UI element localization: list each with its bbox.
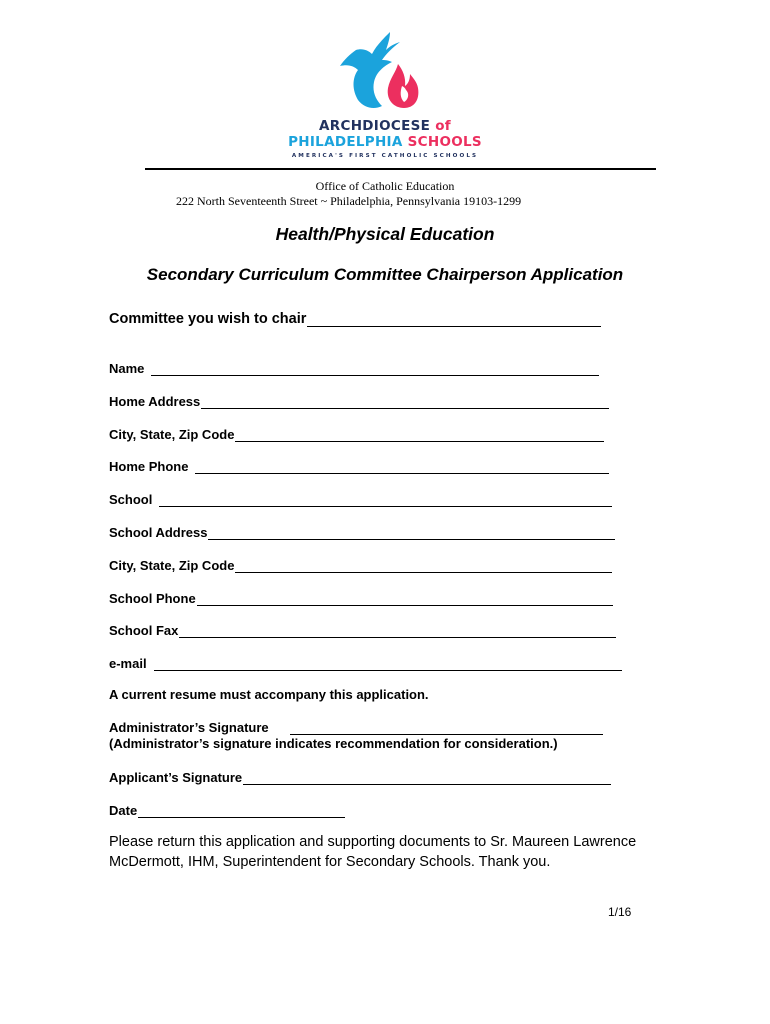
- school-fax-label: School Fax: [109, 623, 179, 638]
- email-field: [109, 653, 622, 671]
- home-phone-field: [109, 456, 609, 474]
- school-blank[interactable]: [159, 492, 612, 507]
- home-phone-label: Home Phone: [109, 459, 189, 474]
- home-address-field: [109, 391, 609, 409]
- date-blank[interactable]: [138, 803, 345, 818]
- home-city-state-zip-blank[interactable]: [235, 427, 604, 442]
- school-city-state-zip-field: [109, 555, 612, 573]
- school-address-label: School Address: [109, 525, 208, 540]
- logo-flame-shape: [388, 64, 419, 108]
- school-field: [109, 489, 612, 507]
- return-instructions: Please return this application and supporting documents to Sr. Maureen Lawrence McDermott, IHM, Superintendent for Secondary Schools. Thank you.: [109, 834, 637, 870]
- school-city-state-zip-label: City, State, Zip Code: [109, 558, 235, 573]
- name-label: Name: [109, 361, 145, 376]
- office-name: Office of Catholic Education: [315, 179, 455, 193]
- home-address-blank[interactable]: [201, 394, 609, 409]
- home-address-label: Home Address: [109, 394, 201, 409]
- name-field: [109, 358, 599, 376]
- date-field: [109, 800, 345, 818]
- form-subtitle: Secondary Curriculum Committee Chairperson Application: [146, 265, 624, 284]
- archdiocese-flame-logo: [310, 30, 460, 112]
- email-blank[interactable]: [154, 656, 622, 671]
- committee-field: [109, 307, 601, 327]
- logo-tagline: AMERICA'S FIRST CATHOLIC SCHOOLS: [291, 153, 479, 159]
- applicant-signature-label: Applicant’s Signature: [109, 770, 243, 785]
- logo-wordmark-line2: PHILADELPHIA SCHOOLS: [288, 134, 482, 150]
- applicant-signature-blank[interactable]: [243, 770, 611, 785]
- school-label: School: [109, 492, 153, 507]
- date-label: Date: [109, 803, 138, 818]
- school-fax-field: [109, 620, 616, 638]
- home-city-state-zip-label: City, State, Zip Code: [109, 427, 235, 442]
- school-address-field: [109, 522, 615, 540]
- school-city-state-zip-blank[interactable]: [235, 558, 612, 573]
- name-blank[interactable]: [151, 361, 599, 376]
- school-phone-blank[interactable]: [197, 591, 613, 606]
- home-city-state-zip-field: [109, 424, 604, 442]
- email-label: e-mail: [109, 656, 147, 671]
- logo-wordmark-line1: ARCHDIOCESE of: [319, 118, 451, 134]
- committee-blank[interactable]: [307, 311, 601, 327]
- applicant-signature-field: [109, 767, 611, 785]
- school-address-blank[interactable]: [208, 525, 615, 540]
- admin-signature-label: Administrator’s Signature: [109, 720, 269, 735]
- page-number: 1/16: [608, 905, 632, 919]
- admin-signature-note: (Administrator’s signature indicates recommendation for consideration.): [109, 736, 558, 751]
- school-phone-label: School Phone: [109, 591, 196, 606]
- admin-signature-blank[interactable]: [290, 720, 603, 735]
- office-address: 222 North Seventeenth Street ~ Philadelphia, Pennsylvania 19103-1299: [176, 194, 522, 208]
- admin-signature-field: [109, 717, 603, 735]
- school-phone-field: [109, 588, 613, 606]
- committee-label: Committee you wish to chair: [109, 311, 307, 327]
- home-phone-blank[interactable]: [195, 459, 609, 474]
- school-fax-blank[interactable]: [179, 623, 616, 638]
- form-title: Health/Physical Education: [275, 224, 495, 244]
- header-divider: [145, 168, 656, 170]
- resume-note: A current resume must accompany this application.: [109, 687, 429, 702]
